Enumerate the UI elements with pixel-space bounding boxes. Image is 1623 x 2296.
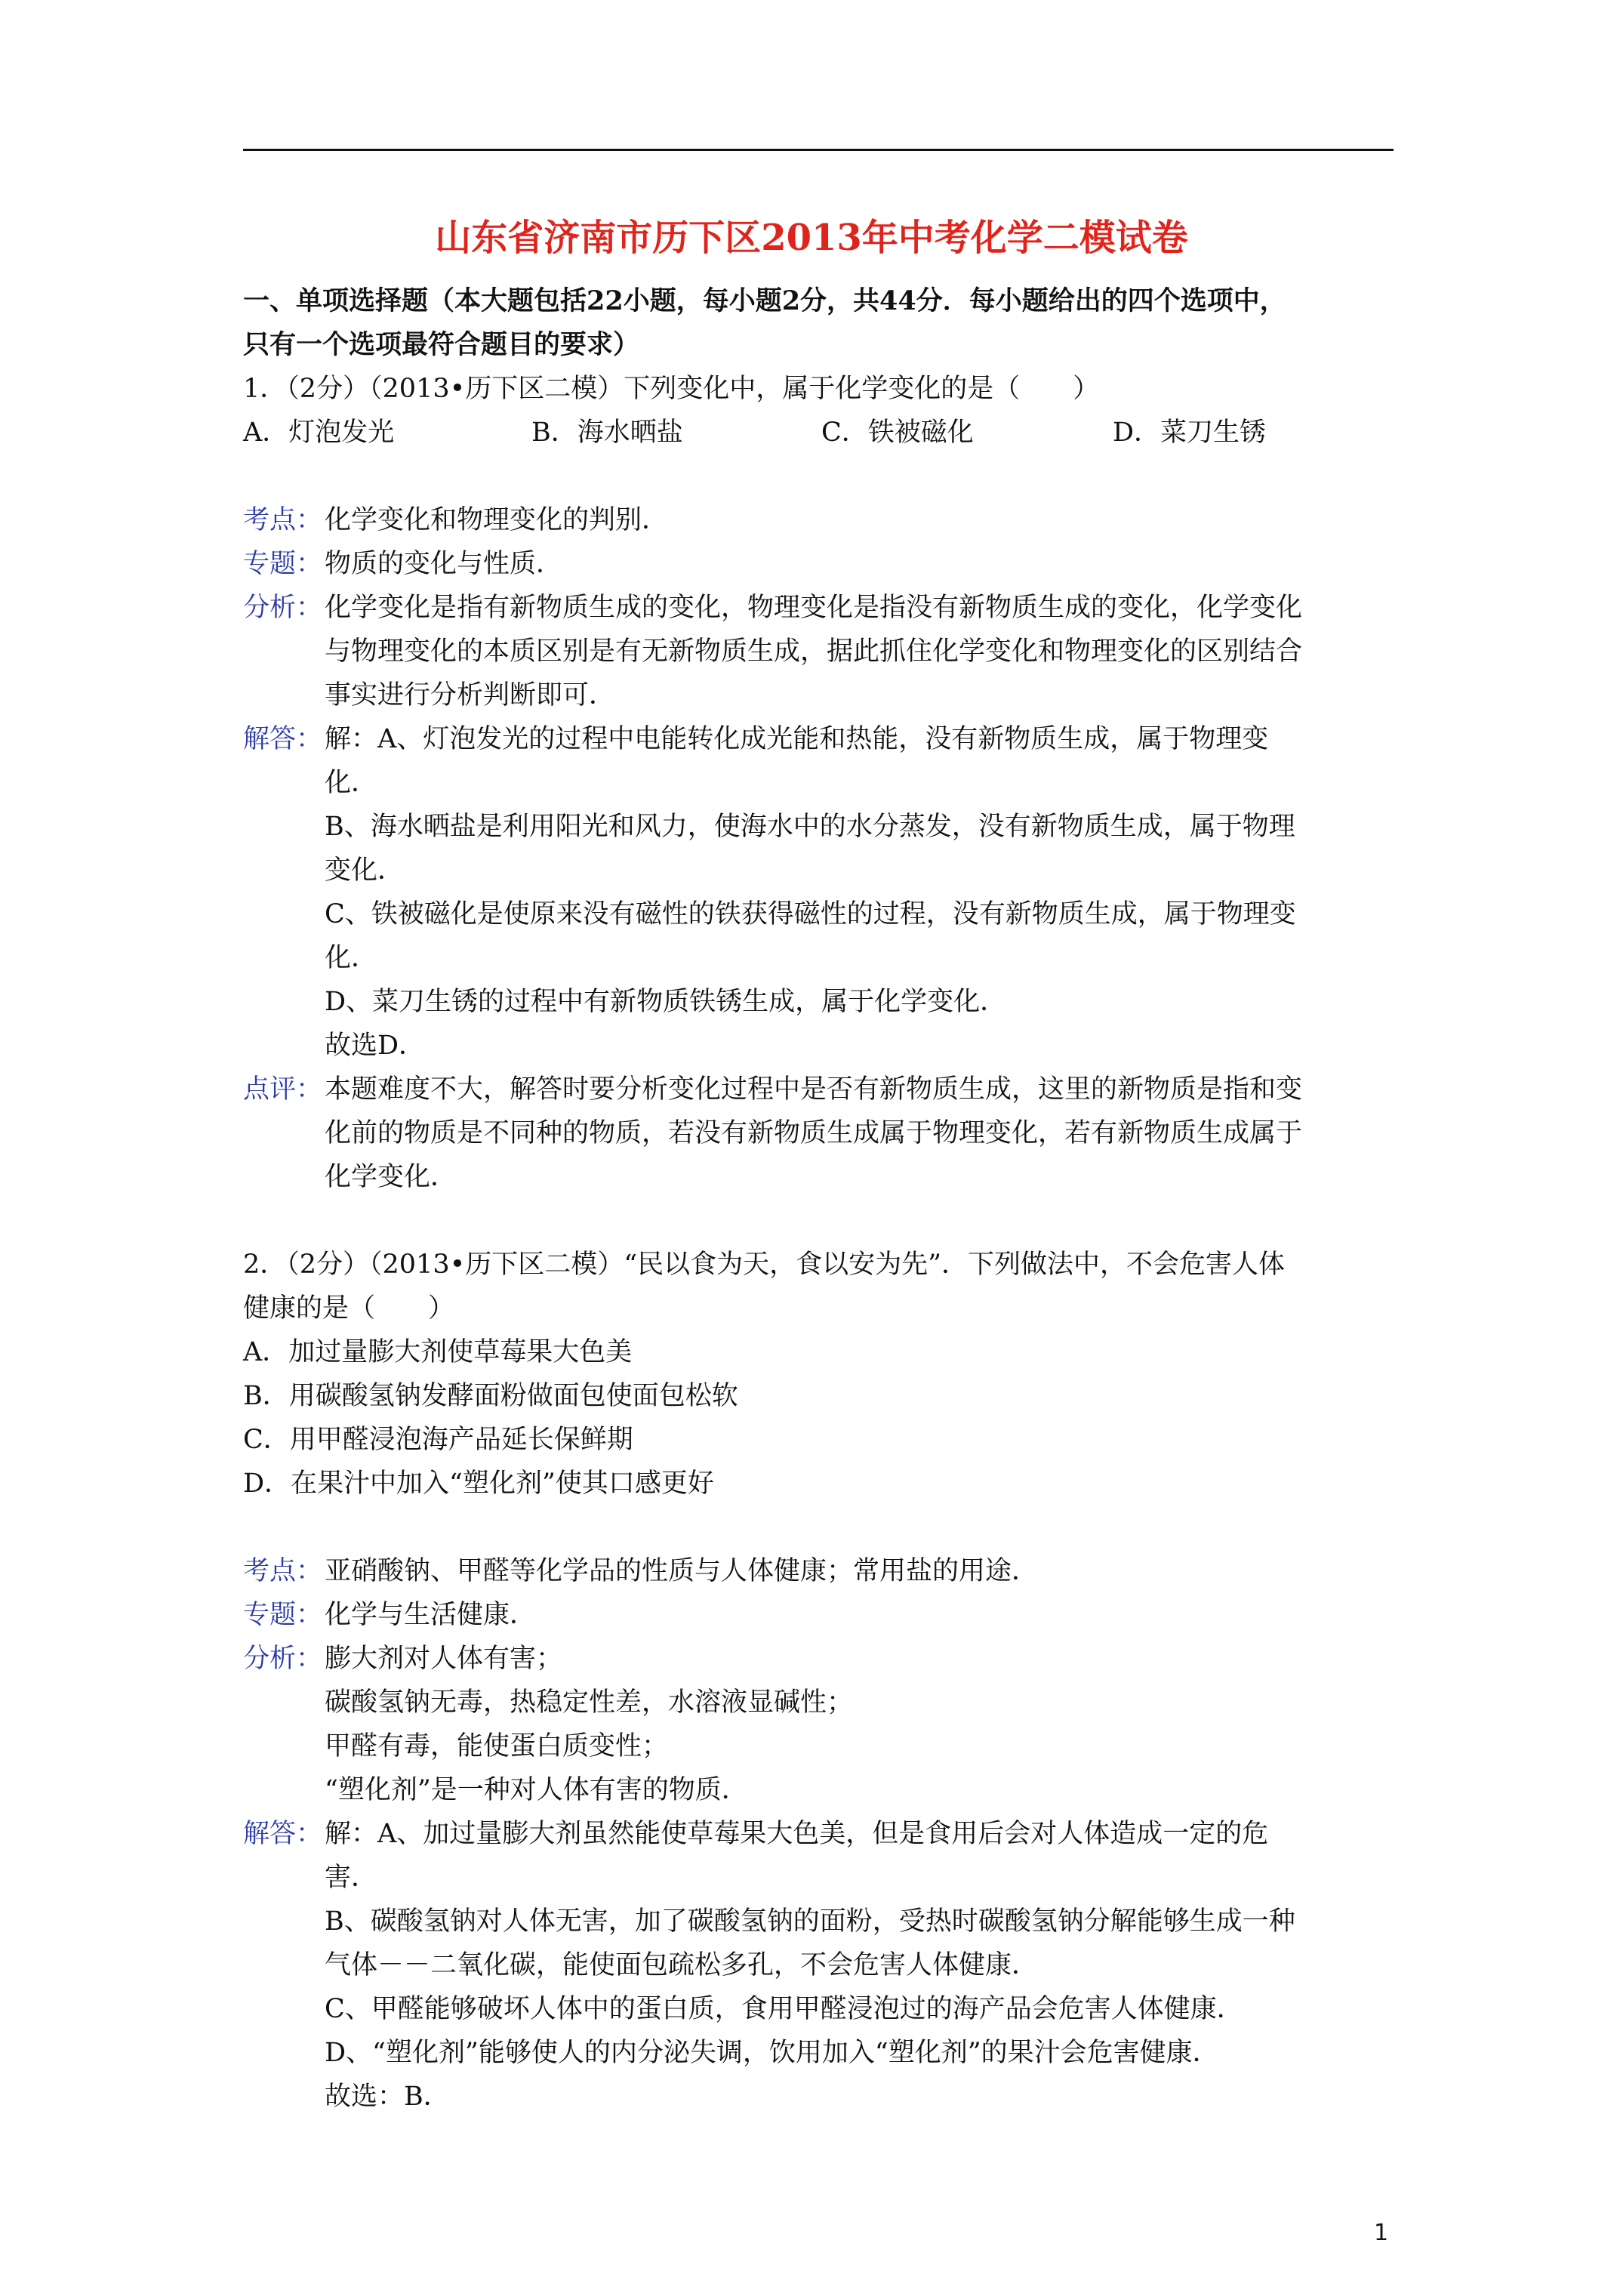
- q2-jieda-line: B、碳酸氢钠对人体无害，加了碳酸氢钠的面粉，受热时碳酸氢钠分解能够生成一种: [325, 1906, 1295, 1937]
- q2-jieda-line: D、“塑化剂”能够使人的内分泌失调，饮用加入“塑化剂”的果汁会危害健康．: [325, 2038, 1219, 2068]
- q2-option-d: D．在果汁中加入“塑化剂”使其口感更好: [243, 1469, 714, 1499]
- label-fenxi: 分析：: [243, 593, 323, 623]
- q1-fenxi-line: 与物理变化的本质区别是有无新物质生成，据此抓住化学变化和物理变化的区别结合: [325, 636, 1303, 667]
- header-rule: [243, 149, 1394, 151]
- q1-zhuanti: [243, 542, 1394, 586]
- q1-jieda-line: D、菜刀生锈的过程中有新物质铁锈生成，属于化学变化．: [325, 987, 1007, 1017]
- q1-jieda-line: B、海水晒盐是利用阳光和风力，使海水中的水分蒸发，没有新物质生成，属于物理: [325, 812, 1295, 842]
- q1-option-b: B．海水晒盐: [531, 418, 683, 448]
- q1-fenxi-line: 化学变化是指有新物质生成的变化，物理变化是指没有新物质生成的变化，化学变化: [325, 593, 1303, 623]
- section-header-line: 只有一个选项最符合题目的要求）: [243, 329, 640, 360]
- q1-kaodian: [243, 498, 1394, 542]
- label-kaodian: 考点：: [243, 1556, 323, 1586]
- q2-fenxi-line: “塑化剂”是一种对人体有害的物质．: [325, 1775, 748, 1805]
- q2-jieda-line: 气体－－二氧化碳，能使面包疏松多孔，不会危害人体健康．: [325, 1950, 1039, 1980]
- q1-zhuanti-text: 物质的变化与性质．: [325, 549, 563, 579]
- label-kaodian: 考点：: [243, 505, 323, 535]
- label-jieda: 解答：: [243, 724, 323, 754]
- q1-option-d: D．菜刀生锈: [1113, 418, 1267, 448]
- label-zhuanti: 专题：: [243, 549, 323, 579]
- label-jieda: 解答：: [243, 1819, 323, 1849]
- q1-dianping-line: 本题难度不大，解答时要分析变化过程中是否有新物质生成，这里的新物质是指和变: [325, 1074, 1303, 1105]
- q1-dianping: [243, 1068, 1394, 1199]
- q1-jieda-line: 变化．: [325, 855, 405, 886]
- q2-fenxi-line: 膨大剂对人体有害；: [325, 1644, 563, 1674]
- q1-jieda-line: 化．: [325, 943, 378, 973]
- q2-option-c: C．用甲醛浸泡海产品延长保鲜期: [243, 1425, 633, 1455]
- q2-jieda-line: 解：A、加过量膨大剂虽然能使草莓果大色美，但是食用后会对人体造成一定的危: [325, 1819, 1269, 1849]
- exam-content: [243, 279, 1394, 2119]
- q1-jieda-line: 解：A、灯泡发光的过程中电能转化成光能和热能，没有新物质生成，属于物理变: [325, 724, 1269, 754]
- q2-stem: 2．（2分）（2013•历下区二模）“民以食为天，食以安为先”．下列做法中，不会危害人体: [243, 1250, 1286, 1280]
- q2-zhuanti-text: 化学与生活健康．: [325, 1600, 537, 1630]
- q1-fenxi: [243, 586, 1394, 717]
- q2-fenxi-line: 甲醛有毒，能使蛋白质变性；: [325, 1731, 669, 1761]
- q2-jieda-line: C、甲醛能够破坏人体中的蛋白质，食用甲醛浸泡过的海产品会危害人体健康．: [325, 1994, 1243, 2024]
- q2-jieda: [243, 1812, 1394, 2119]
- label-dianping: 点评：: [243, 1074, 323, 1105]
- q2-kaodian: [243, 1549, 1394, 1593]
- q2-option-a: A．加过量膨大剂使草莓果大色美: [243, 1337, 633, 1367]
- q1-option-a: A．灯泡发光: [243, 418, 395, 448]
- page-number: 1: [1374, 2220, 1389, 2246]
- label-zhuanti: 专题：: [243, 1600, 323, 1630]
- label-fenxi: 分析：: [243, 1644, 323, 1674]
- q1-options: [243, 411, 1394, 455]
- q1-option-c: C．铁被磁化: [821, 418, 974, 448]
- q1-kaodian-text: 化学变化和物理变化的判别．: [325, 505, 669, 535]
- q2-option-b: B．用碳酸氢钠发酵面粉做面包使面包松软: [243, 1381, 738, 1411]
- q2-jieda-line: 害．: [325, 1863, 378, 1893]
- q2-zhuanti: [243, 1593, 1394, 1637]
- q1-jieda-line: 故选D．: [325, 1031, 426, 1061]
- q1-jieda-line: C、铁被磁化是使原来没有磁性的铁获得磁性的过程，没有新物质生成，属于物理变: [325, 899, 1296, 929]
- q1-jieda: [243, 717, 1394, 1068]
- q1-dianping-line: 化前的物质是不同种的物质，若没有新物质生成属于物理变化，若有新物质生成属于: [325, 1118, 1303, 1148]
- q2-jieda-line: 故选：B．: [325, 2082, 450, 2112]
- q2-kaodian-text: 亚硝酸钠、甲醛等化学品的性质与人体健康；常用盐的用途．: [325, 1556, 1039, 1586]
- q2-stem: 健康的是（ ）: [243, 1293, 455, 1324]
- q1-stem: 1．（2分）（2013•历下区二模）下列变化中，属于化学变化的是（ ）: [243, 374, 1100, 404]
- q2-fenxi-line: 碳酸氢钠无毒，热稳定性差，水溶液显碱性；: [325, 1687, 854, 1718]
- q1-dianping-line: 化学变化．: [325, 1162, 457, 1192]
- q2-fenxi: [243, 1637, 1394, 1812]
- section-header-line: 一、单项选择题（本大题包括22小题，每小题2分，共44分．每小题给出的四个选项中，: [243, 285, 1286, 316]
- page-title: 山东省济南市历下区2013年中考化学二模试卷: [435, 217, 1188, 259]
- q1-jieda-line: 化．: [325, 768, 378, 798]
- q1-fenxi-line: 事实进行分析判断即可．: [325, 680, 616, 710]
